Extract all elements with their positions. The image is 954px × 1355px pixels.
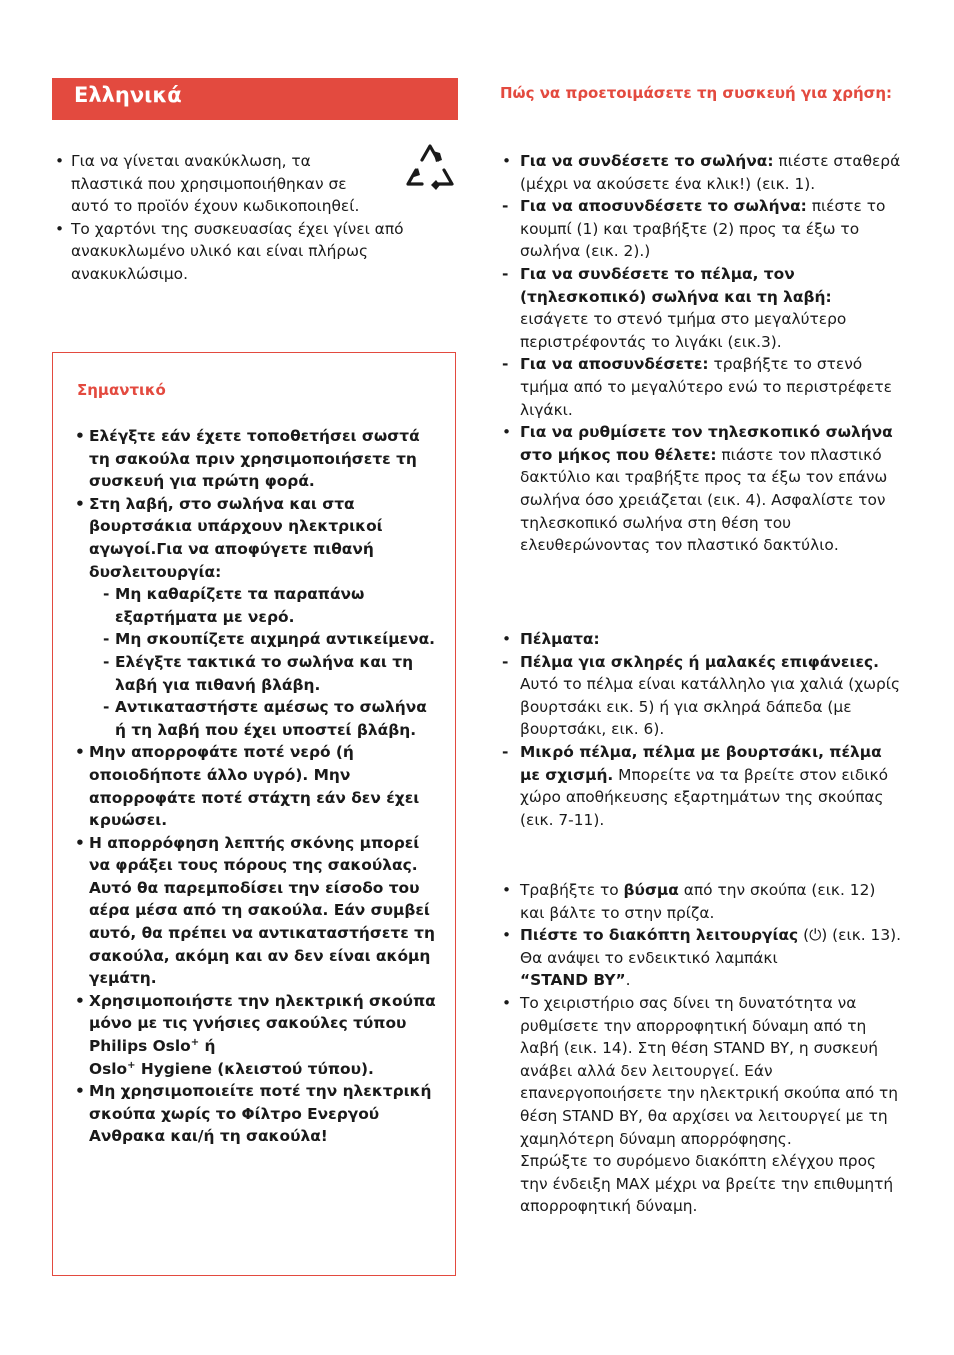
- usage-item: [500, 992, 904, 1218]
- usage-bold: βύσμα: [623, 881, 679, 899]
- important-subitem: - Ελέγξτε τακτικά το σωλήνα και τη λαβή για πιθανή βλάβη.: [89, 651, 439, 696]
- intro-item: • Για να γίνεται ανακύκλωση, τα πλαστικά που χρησιμοποιήθηκαν σε αυτό το προϊόν έχουν κωδικοποιηθεί.: [52, 150, 371, 218]
- power-symbol: (⏻): [798, 926, 828, 945]
- prep-item: [500, 353, 904, 421]
- nozzle-item-bold: Πέλμα για σκληρές ή μαλακές επιφάνειες.: [520, 652, 879, 671]
- usage-item: [500, 879, 904, 924]
- usage-text: Θα ανάψει το ενδεικτικό λαμπάκι: [520, 948, 778, 967]
- plus-mark: +: [127, 1059, 136, 1071]
- prep-item-text: εισάγετε το στενό τμήμα στο μεγαλύτερο περιστρέφοντάς το λιγάκι (εικ.3).: [520, 310, 847, 351]
- usage-text: Τραβήξτε το: [520, 881, 624, 899]
- usage-bold: “STAND BY”: [520, 971, 626, 990]
- prep-item-text: πιέστε το κουμπί (1) και τραβήξτε (2) προς τα έξω το σωλήνα (εικ. 2).): [520, 197, 886, 261]
- prep-item: [500, 150, 904, 195]
- usage-text: από την σκούπα (εικ. 12) και βάλτε το στην πρίζα.: [520, 881, 876, 922]
- usage-bold: Πιέστε το διακόπτη λειτουργίας: [520, 926, 799, 945]
- plus-mark: +: [190, 1036, 200, 1048]
- prep-item-bold: Για να ρυθμίσετε τον τηλεσκοπικό σωλήνα στο μήκος που θέλετε:: [520, 423, 893, 464]
- important-list: [75, 425, 439, 1148]
- usage-text: .: [625, 971, 631, 990]
- usage-item: [500, 924, 904, 992]
- important-subitem: - Αντικαταστήστε αμέσως το σωλήνα ή τη λαβή που έχει υποστεί βλάβη.: [89, 696, 439, 741]
- language-label: Ελληνικά: [74, 83, 182, 107]
- prep-item-text: τραβήξτε το στενό τμήμα από το μεγαλύτερο ενώ το περιστρέφετε λιγάκι.: [520, 355, 892, 419]
- nozzle-item: [500, 741, 904, 831]
- important-item: • Ελέγξτε εάν έχετε τοποθετήσει σωστά τη σακούλα πριν χρησιμοποιήσετε τη συσκευή για πρώτη φορά.: [75, 425, 439, 493]
- important-item-text: Oslo: [89, 1059, 128, 1078]
- important-item-text: Hygiene (κλειστού τύπου).: [135, 1059, 374, 1078]
- important-item-text: Στη λαβή, στο σωλήνα και στα βουρτσάκια υπάρχουν ηλεκτρικοί αγωγοί.Για να αποφύγετε πιθανή δυσλειτουργία:: [89, 494, 383, 581]
- prep-item: [500, 263, 904, 353]
- language-header: [52, 78, 458, 120]
- prep-item-bold: Για να συνδέσετε το πέλμα, τον (τηλεσκοπικό) σωλήνα και τη λαβή:: [520, 264, 832, 306]
- prep-item: [500, 421, 904, 557]
- recycle-icon: [400, 140, 460, 192]
- important-sublist: [89, 583, 439, 741]
- important-title: Σημαντικό: [77, 381, 166, 399]
- usage-list: [500, 879, 904, 1218]
- intro-list: [52, 150, 458, 285]
- nozzle-item-text: Αυτό το πέλμα είναι κατάλληλο για χαλιά (χωρίς βουρτσάκι εικ. 5) ή για σκληρά δάπεδα (με βουρτσάκι, εικ. 6).: [520, 675, 901, 739]
- important-item: • Μη χρησιμοποιείτε ποτέ την ηλεκτρική σκούπα χωρίς το Φίλτρο Ενεργού Ανθρακα και/ή τη σακούλα!: [75, 1080, 439, 1148]
- usage-text: Σπρώξτε το συρόμενο διακόπτη ελέγχου προς την ένδειξη MAX μέχρι να βρείτε την επιθυμητή απορροφητική δύναμη.: [520, 1152, 894, 1216]
- prep-item-bold: Για να αποσυνδέσετε:: [520, 355, 709, 374]
- important-subitem: - Μη καθαρίζετε τα παραπάνω εξαρτήματα με νερό.: [89, 583, 439, 628]
- nozzles-list: [500, 628, 904, 831]
- important-item: [75, 493, 439, 742]
- nozzles-heading: [500, 628, 904, 651]
- nozzle-item-bold: Μικρό πέλμα, πέλμα με βουρτσάκι, πέλμα με σχισμή.: [520, 742, 882, 784]
- prep-item: [500, 195, 904, 263]
- prep-list: [500, 150, 904, 557]
- prep-item-text: πιέστε σταθερά (μέχρι να ακούσετε ένα κλικ!) (εικ. 1).: [520, 152, 901, 193]
- nozzle-item: [500, 651, 904, 741]
- intro-item: • Το χαρτόνι της συσκευασίας έχει γίνει από ανακυκλωμένο υλικό και είναι πλήρως ανακυκλώσιμο.: [52, 218, 458, 286]
- important-box: [52, 352, 456, 1276]
- prep-item-text: πιάστε τον πλαστικό δακτύλιο και τραβήξτε προς τα έξω τον επάνω σωλήνα όσο χρειάζεται (εικ. 4). Ασφαλίστε τον τηλεσκοπικό σωλήνα στη θέση του ελευθερώνοντας τον πλαστικό δακτύλιο.: [520, 445, 888, 555]
- prep-title: Πώς να προετοιμάσετε τη συσκευή για χρήση:: [500, 84, 892, 102]
- usage-text: (εικ. 13).: [827, 926, 902, 945]
- important-item: • Μην απορροφάτε ποτέ νερό (ή οποιοδήποτε άλλο υγρό). Μην απορροφάτε ποτέ στάχτη εάν δεν έχει κρυώσει.: [75, 741, 439, 831]
- nozzle-item-text: Μπορείτε να τα βρείτε στον ειδικό χώρο αποθήκευσης εξαρτημάτων της σκούπας (εικ. 7-11).: [520, 765, 889, 829]
- nozzles-heading-text: Πέλματα:: [520, 630, 600, 648]
- prep-item-bold: Για να συνδέσετε το σωλήνα:: [520, 152, 774, 170]
- prep-item-bold: Για να αποσυνδέσετε το σωλήνα:: [520, 197, 807, 216]
- usage-text: Το χειριστήριο σας δίνει τη δυνατότητα να ρυθμίσετε την απορροφητική δύναμη από τη λαβή (εικ. 14). Στη θέση STAND BY, η συσκευή ανάβει αλλά δεν λειτουργεί. Εάν επανεργοποιήσετε την ηλεκτρική σκούπα από τη θέση STAND BY, θα αρχίσει να λειτουργεί με τη χαμηλότερη δύναμη απορρόφησης.: [520, 993, 899, 1148]
- important-item-text: ή: [199, 1037, 216, 1056]
- important-subitem: - Μη σκουπίζετε αιχμηρά αντικείμενα.: [89, 628, 439, 651]
- important-item-text: Χρησιμοποιήστε την ηλεκτρική σκούπα μόνο με τις γνήσιες σακούλες τύπου Philips Oslo: [89, 991, 436, 1056]
- important-item: [75, 990, 439, 1080]
- important-item: • Η απορρόφηση λεπτής σκόνης μπορεί να φράξει τους πόρους της σακούλας. Αυτό θα παρεμποδίσει την είσοδο του αέρα μέσα από τη σακούλα. Εάν συμβεί αυτό, θα πρέπει να αντικαταστήσετε τη σακούλα, ακόμη και αν δεν είναι ακόμη γεμάτη.: [75, 832, 439, 990]
